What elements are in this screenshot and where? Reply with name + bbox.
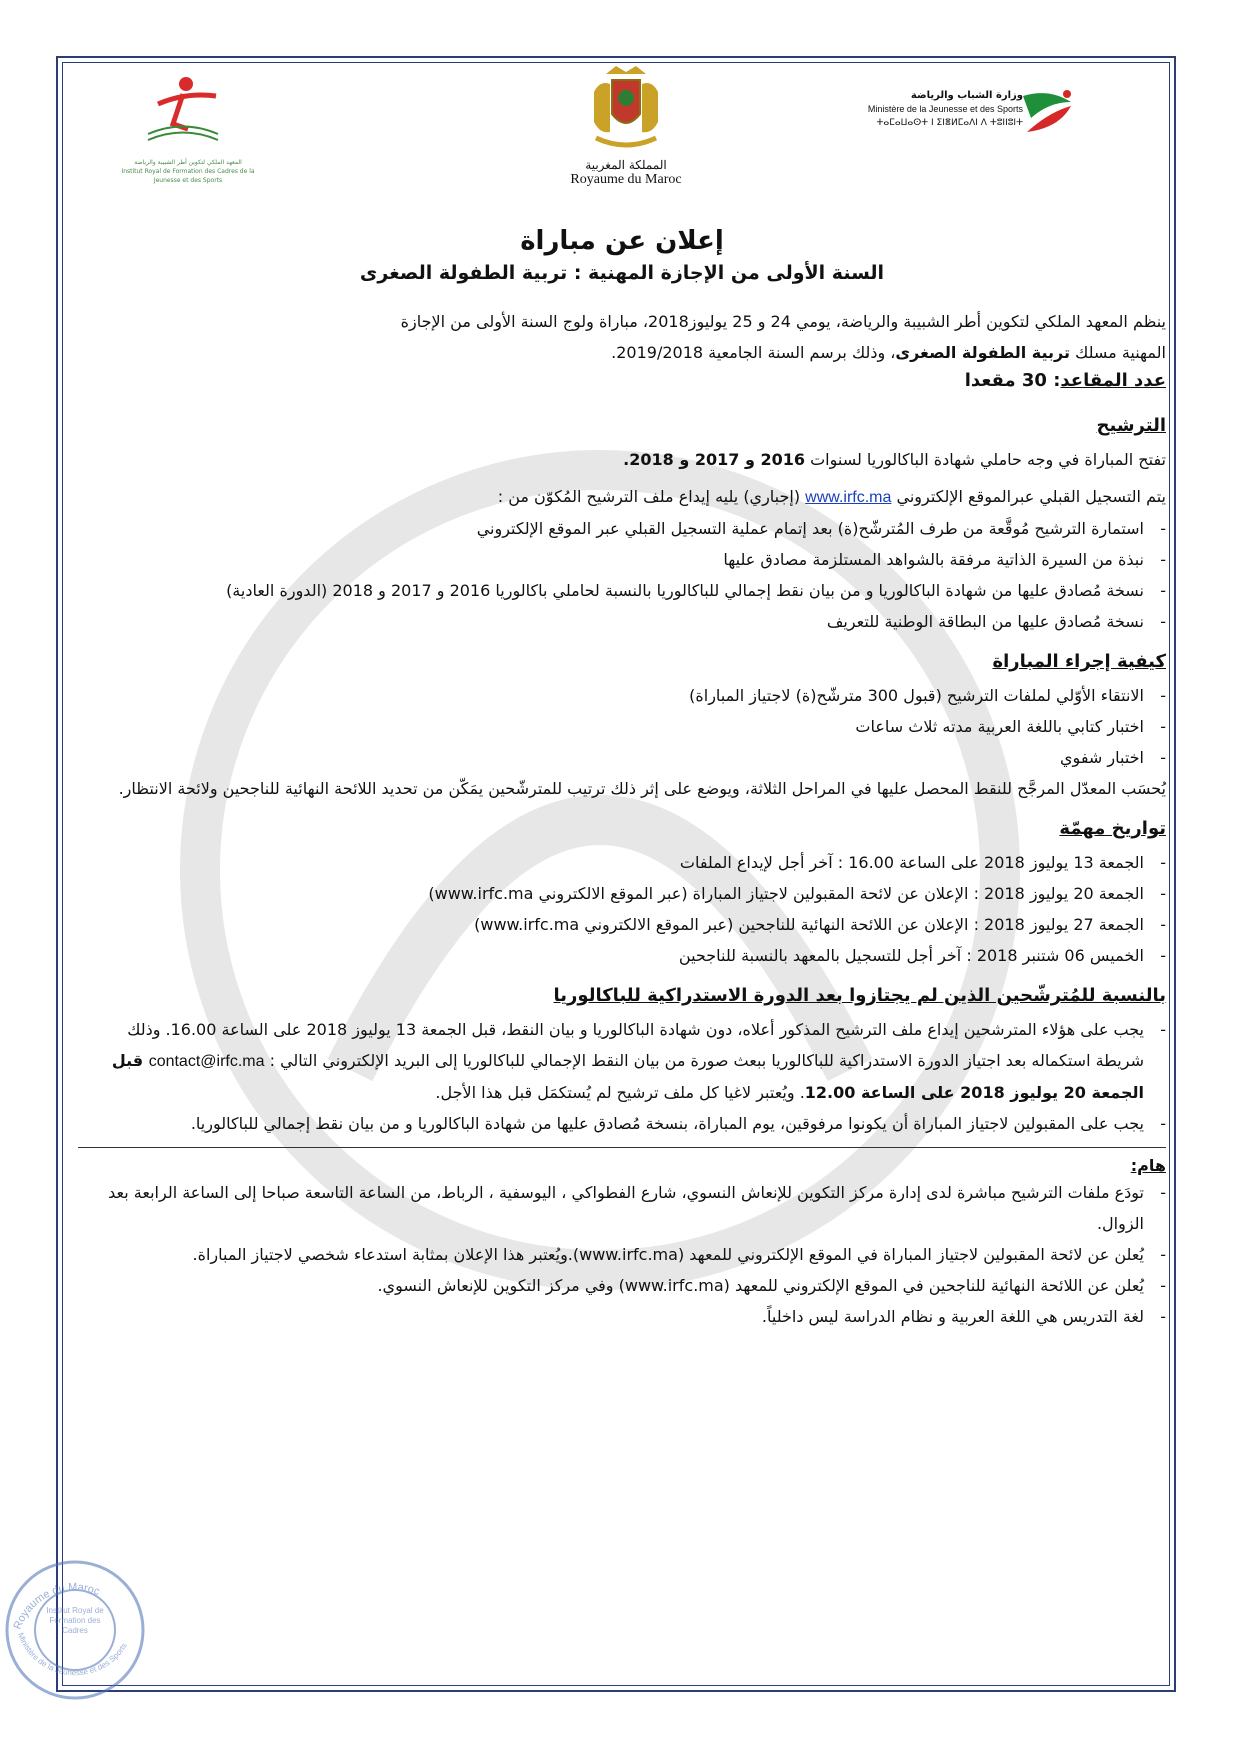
- dates-list: [78, 847, 1166, 971]
- ministry-name-fr: Ministère de la Jeunesse et des Sports: [867, 104, 1023, 114]
- institute-logo: [108, 74, 255, 184]
- list-item: - اختبار شفوي: [78, 742, 1144, 773]
- list-item: - استمارة الترشيح مُوقَّعة من طرف المُترشّح(ة) بعد إتمام عملية التسجيل القبلي عبر الموقع الإلكتروني: [78, 513, 1144, 544]
- retake-list: [78, 1014, 1166, 1139]
- list-item: - الجمعة 20 يوليوز 2018 : الإعلان عن لائحة المقبولين لاجتياز المباراة (عبر الموقع الالكتروني www.irfc.ma): [78, 878, 1144, 909]
- official-stamp: [0, 1550, 150, 1700]
- stamp-outer-bottom: Ministère de la Jeunesse et des Sports: [16, 1631, 129, 1678]
- section-heading-candidacy: الترشيح: [1096, 415, 1166, 436]
- list-item: - الانتقاء الأوّلي لملفات الترشيح (قبول 300 مترشّح(ة) لاجتياز المباراة): [78, 680, 1144, 711]
- list-item: - نسخة مُصادق عليها من البطاقة الوطنية للتعريف: [78, 606, 1144, 637]
- candidacy-eligibility: تفتح المباراة في وجه حاملي شهادة الباكالوريا لسنوات 2016 و 2017 و 2018.: [623, 450, 1166, 469]
- stamp-inner: Institut Royal de Formation des Cadres: [46, 1606, 104, 1635]
- important-list: [78, 1177, 1166, 1332]
- procedure-note: يُحسَب المعدّل المرجَّح للنقط المحصل عليها في المراحل الثلاثة، ويوضع على إثر ذلك ترتيب للمترشّحين يمَكّن من تحديد اللائحة النهائية للناجحين ولائحة الانتظار.: [118, 779, 1166, 798]
- list-item: - يجب على المقبولين لاجتياز المباراة أن يكونوا مرفوقين، يوم المباراة، بنسخة مُصادق عليها من شهادة الباكالوريا و من بيان نقط إجمالي للباكالوريا.: [78, 1108, 1144, 1139]
- page-subtitle: السنة الأولى من الإجازة المهنية : تربية الطفولة الصغرى: [359, 262, 885, 284]
- candidacy-registration: يتم التسجيل القبلي عبرالموقع الإلكتروني www.irfc.ma (إجباري) يليه إيداع ملف الترشيح المُكوّن من :: [497, 487, 1166, 506]
- seats-count: عدد المقاعد: 30 مقعدا: [964, 370, 1166, 391]
- list-item: - يُعلن عن اللائحة النهائية للناجحين في الموقع الإلكتروني للمعهد (www.irfc.ma) وفي مركز التكوين للإنعاش النسوي.: [78, 1270, 1144, 1301]
- list-item: - يُعلن عن لائحة المقبولين لاجتياز المباراة في الموقع الإلكتروني للمعهد (www.irfc.ma).ويُعتبر هذا الإعلان بمثابة استدعاء شخصي لاجتياز المباراة.: [78, 1239, 1144, 1270]
- intro-line-1: ينظم المعهد الملكي لتكوين أطر الشبيبة والرياضة، يومي 24 و 25 يوليوز2018، مباراة ولوج السنة الأولى من الإجازة: [400, 312, 1166, 331]
- divider: [78, 1147, 1166, 1148]
- ministry-logo: [823, 88, 1063, 158]
- kingdom-name-ar: المملكة المغربية: [585, 158, 667, 172]
- royal-emblem: [546, 62, 706, 188]
- contact-email[interactable]: contact@irfc.ma: [148, 1053, 265, 1070]
- list-item: - الخميس 06 شتنبر 2018 : آخر أجل للتسجيل بالمعهد بالنسبة للناجحين: [78, 940, 1144, 971]
- coat-of-arms-icon: [586, 62, 666, 152]
- procedure-list: [78, 680, 1166, 773]
- list-item: - تودَع ملفات الترشيح مباشرة لدى إدارة مركز التكوين للإنعاش النسوي، شارع الفطواكي ، اليوسفية ، الرباط، من الساعة التاسعة صباحا إلى الساعة الرابعة بعد الزوال.: [78, 1177, 1144, 1239]
- intro-line-2: المهنية مسلك تربية الطفولة الصغرى، وذلك برسم السنة الجامعية 2019/2018.: [611, 343, 1166, 362]
- list-item: - لغة التدريس هي اللغة العربية و نظام الدراسة ليس داخلياً.: [78, 1301, 1144, 1332]
- irfc-website-link[interactable]: www.irfc.ma: [805, 489, 892, 506]
- section-heading-retake: بالنسبة للمُترشّحين الذين لم يجتازوا بعد الدورة الاستدراكية للباكالوريا: [553, 985, 1166, 1006]
- institute-caption-fr: Institut Royal de Formation des Cadres de la Jeunesse et des Sports: [121, 168, 255, 184]
- list-item: - نبذة من السيرة الذاتية مرفقة بالشواهد المستلزمة مصادق عليها: [78, 544, 1144, 575]
- list-item: - اختبار كتابي باللغة العربية مدته ثلاث ساعات: [78, 711, 1144, 742]
- list-item: - الجمعة 13 يوليوز 2018 على الساعة 16.00 : آخر أجل لإيداع الملفات: [78, 847, 1144, 878]
- list-item: - نسخة مُصادق عليها من شهادة الباكالوريا و من بيان نقط إجمالي للباكالوريا بالنسبة لحاملي باكالوريا 2016 و 2017 و 2018 (الدورة العادية): [78, 575, 1144, 606]
- ministry-name-tifinagh: ⵜⴰⵎⴰⵡⴰⵙⵜ ⵏ ⵉⵏⴻⵍⵎⴰⴷⵏ ⴷ ⵜⵓⵏⵏⵓⵏⵜ: [876, 118, 1023, 128]
- institute-caption-ar: المعهد الملكي لتكوين أطر الشبيبة والرياضة: [134, 159, 242, 166]
- ministry-name-ar: وزارة الشباب والرياضة: [910, 90, 1023, 101]
- ministry-emblem-icon: [1019, 88, 1075, 138]
- section-heading-important: هام:: [1130, 1156, 1166, 1175]
- list-item: - الجمعة 27 يوليوز 2018 : الإعلان عن اللائحة النهائية للناجحين (عبر الموقع الالكتروني www.irfc.ma): [78, 909, 1144, 940]
- list-item: - يجب على هؤلاء المترشحين إيداع ملف الترشيح المذكور أعلاه، دون شهادة الباكالوريا و بيان النقط، قبل الجمعة 13 يوليوز 2018 على الساعة 16.00. وذلك شريطة استكماله بعد اجتياز الدورة الاستدراكية للباكالوريا ببعث صورة من بيان النقط الإجمالي للباكالوريا إلى البريد الإلكتروني التالي : contact@irfc.ma قبل الجمعة 20 يوليوز 2018 على الساعة 12.00. ويُعتبر لاغيا كل ملف ترشيح لم يُستكمَل قبل هذا الأجل.: [78, 1014, 1144, 1108]
- institute-emblem-icon: [138, 74, 228, 154]
- stamp-outer-top: Royaume du Maroc: [11, 1581, 102, 1632]
- candidacy-documents-list: [78, 513, 1166, 637]
- document-body: [78, 62, 1166, 1332]
- page-title: إعلان عن مباراة: [520, 226, 724, 256]
- letterhead: [78, 62, 1166, 212]
- section-heading-dates: تواريخ مهمّة: [1059, 818, 1166, 839]
- kingdom-name-fr: Royaume du Maroc: [570, 172, 682, 187]
- section-heading-procedure: كيفية إجراء المباراة: [992, 651, 1166, 672]
